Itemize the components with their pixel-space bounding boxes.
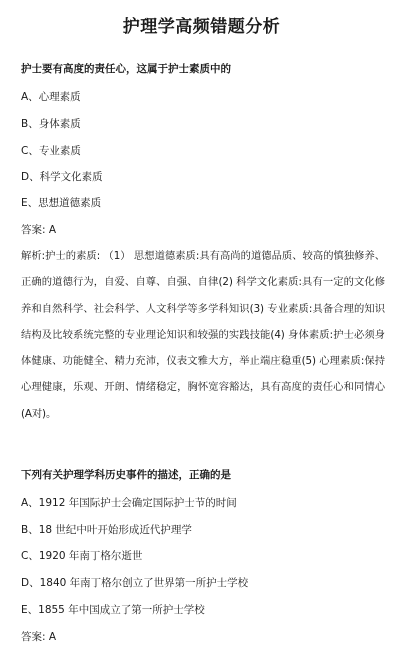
analysis-text: 解析:护士的素质: （1） 思想道德素质:具有高尚的道德品质、较高的慎独修养、正确的道德行为，自爱、自尊、自强、自律(2) 科学文化素质:具有一定的文化修养和自然科学、社会科学、人文科学等多学科知识(3) 专业素质:具备合理的知识结构及比较系统完整的专业理论知识和较强的实践技能(4) 身体素质:护士必须身体健康、功能健全、精力充沛，仪表文雅大方，举止端庄稳重(5) 心理素质:保持心理健康，乐观、开朗、情绪稳定，胸怀宽容豁达，具有高度的责任心和同情心(A对)。 xyxy=(21,250,385,420)
option-e: E、思想道德素质 xyxy=(21,197,102,209)
option-c: C、1920 年南丁格尔逝世 xyxy=(21,550,143,562)
option-b: B、18 世纪中叶开始形成近代护理学 xyxy=(21,524,192,536)
option-e: E、1855 年中国成立了第一所护士学校 xyxy=(21,604,205,616)
option-a: A、1912 年国际护士会确定国际护士节的时间 xyxy=(21,497,237,509)
option-c: C、专业素质 xyxy=(21,145,81,157)
answer-text: 答案: A xyxy=(21,224,57,236)
question-stem: 下列有关护理学科历史事件的描述，正确的是 xyxy=(21,469,231,481)
option-d: D、1840 年南丁格尔创立了世界第一所护士学校 xyxy=(21,577,249,589)
answer-text: 答案: A xyxy=(21,631,57,643)
option-d: D、科学文化素质 xyxy=(21,171,103,183)
question-stem: 护士要有高度的责任心，这属于护士素质中的 xyxy=(21,63,231,75)
option-a: A、心理素质 xyxy=(21,91,81,103)
option-b: B、身体素质 xyxy=(21,118,81,130)
page-title: 护理学高频错题分析 xyxy=(122,17,281,37)
